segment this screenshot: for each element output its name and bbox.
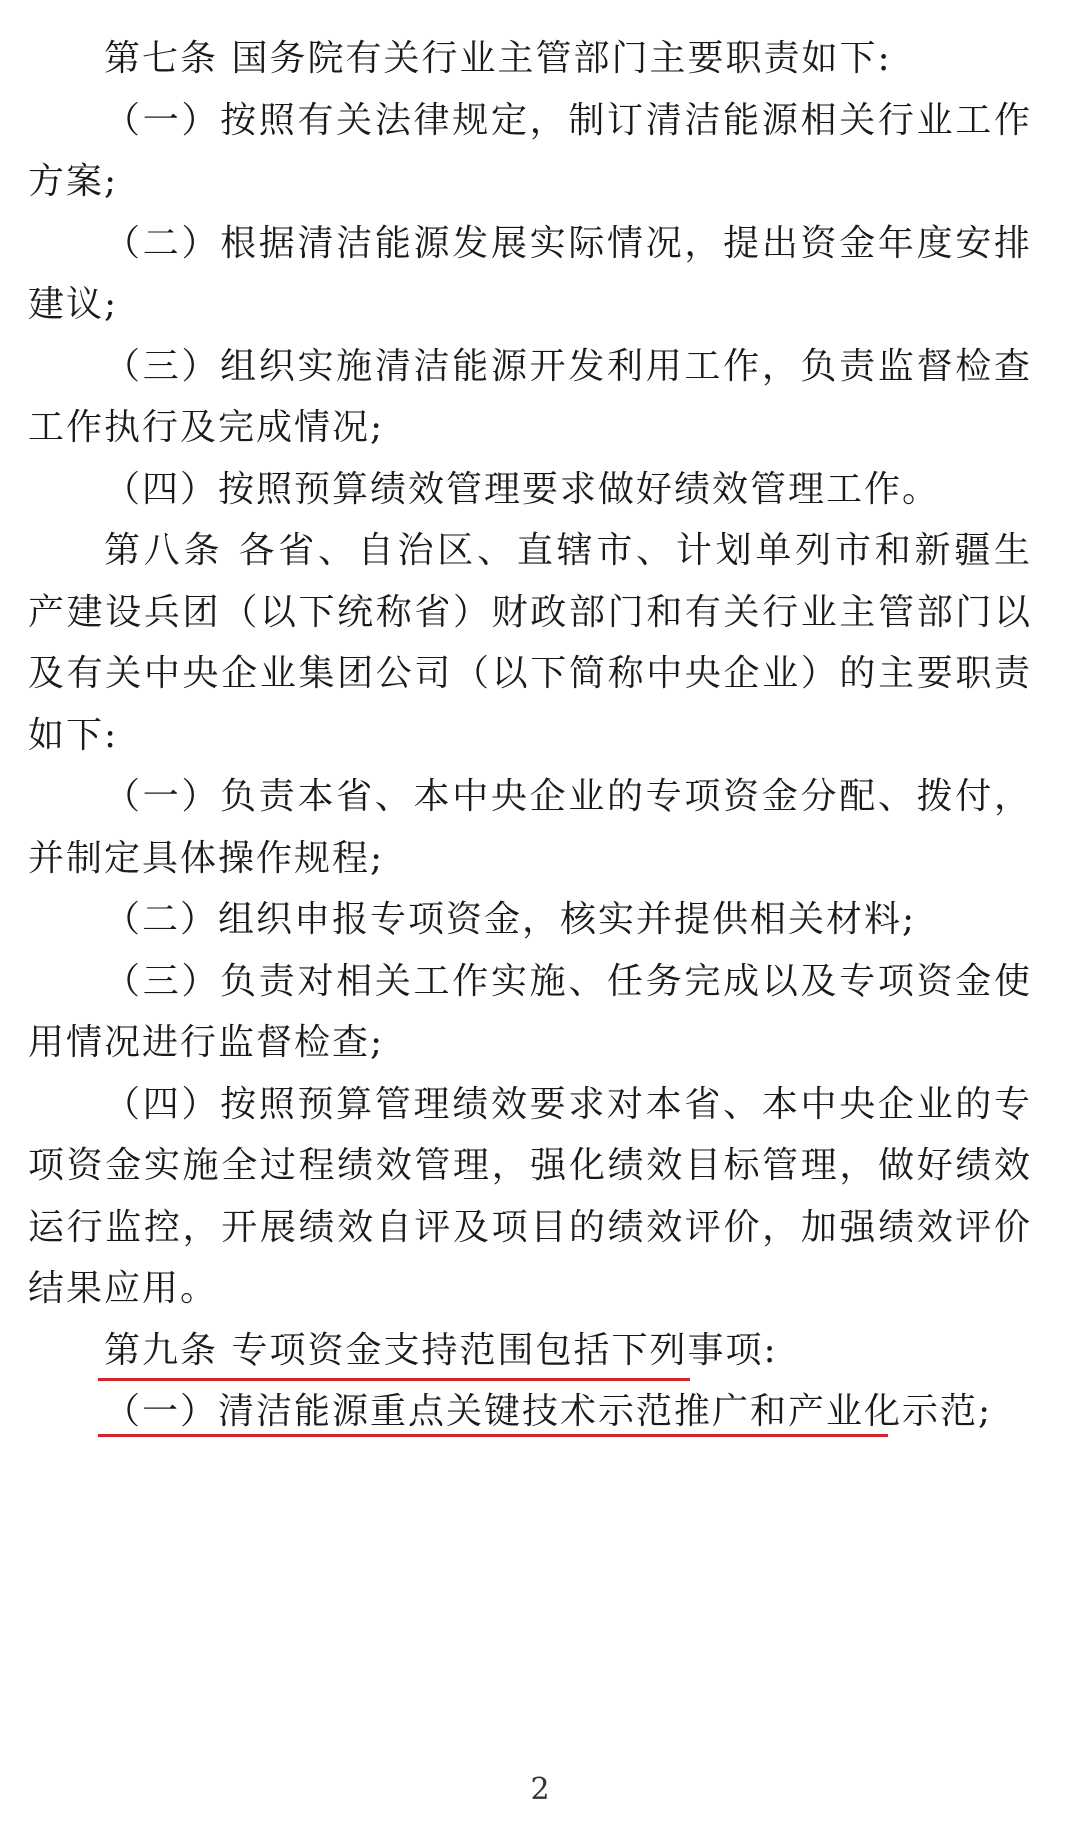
text-line: （二）组织申报专项资金，核实并提供相关材料; (104, 899, 917, 940)
text-line: （一）负责本省、本中央企业的专项资金分配、拨付， (104, 776, 1032, 817)
text-line: 及有关中央企业集团公司（以下简称中央企业）的主要职责 (28, 653, 1032, 694)
text-line: 运行监控，开展绩效自评及项目的绩效评价，加强绩效评价 (28, 1206, 1032, 1248)
page-number: 2 (530, 1772, 550, 1807)
text-line: 如下: (28, 714, 119, 756)
text-line: 产建设兵团（以下统称省）财政部门和有关行业主管部门以 (28, 591, 1032, 633)
text-line: （四）按照预算管理绩效要求对本省、本中央企业的专 (104, 1083, 1032, 1125)
text-line: 第七条 国务院有关行业主管部门主要职责如下: (104, 38, 892, 79)
highlight-underline-1 (98, 1378, 690, 1381)
highlight-underline-2 (98, 1434, 888, 1437)
text-line: （四）按照预算绩效管理要求做好绩效管理工作。 (104, 468, 941, 510)
text-line: 项资金实施全过程绩效管理，强化绩效目标管理，做好绩效 (28, 1145, 1032, 1186)
text-line: （二）根据清洁能源发展实际情况，提出资金年度安排 (104, 222, 1032, 264)
text-line: 结果应用。 (28, 1268, 219, 1309)
text-line: （三）组织实施清洁能源开发利用工作，负责监督检查 (104, 345, 1032, 387)
text-line: （一）按照有关法律规定，制订清洁能源相关行业工作 (104, 99, 1032, 141)
text-line: 第九条 专项资金支持范围包括下列事项: (104, 1329, 778, 1371)
text-line: 用情况进行监督检查; (28, 1022, 385, 1063)
text-line: 并制定具体操作规程; (28, 837, 385, 879)
text-line: 方案; (28, 161, 119, 202)
text-line: （三）负责对相关工作实施、任务完成以及专项资金使 (104, 960, 1032, 1002)
text-line: 第八条 各省、自治区、直辖市、计划单列市和新疆生 (104, 530, 1032, 571)
text-line: 建议; (28, 284, 119, 325)
text-line: （一）清洁能源重点关键技术示范推广和产业化示范; (104, 1391, 993, 1432)
text-line: 工作执行及完成情况; (28, 407, 385, 448)
